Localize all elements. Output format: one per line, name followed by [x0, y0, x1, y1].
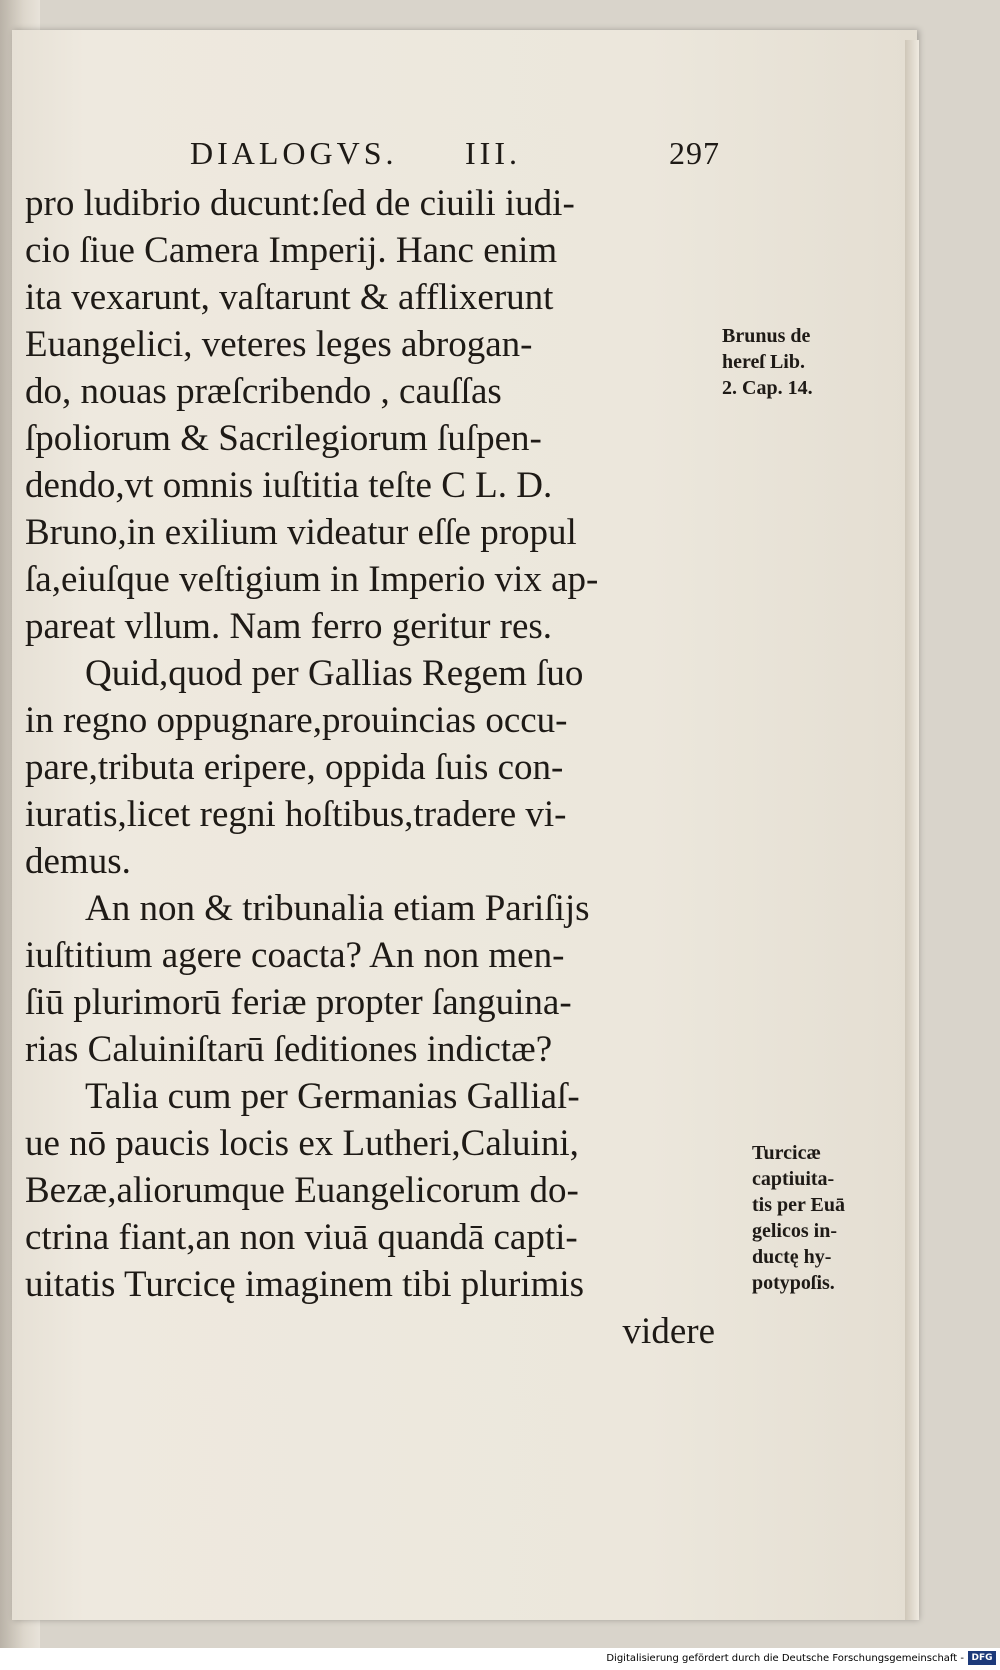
margin-note-line: potypoſis.: [752, 1272, 835, 1294]
text-line: ſiū plurimorū feriæ propter ſanguina-: [25, 982, 572, 1023]
text-line: Euangelici, veteres leges abrogan-: [25, 324, 533, 365]
text-line: Bruno,in exilium videatur eſſe propul: [25, 512, 577, 553]
text-line: Bezæ,aliorumque Euangelicorum do-: [25, 1170, 579, 1211]
chapter-number: III.: [465, 135, 521, 171]
text-line: demus.: [25, 841, 131, 882]
text-line: ue nō paucis locis ex Lutheri,Caluini,: [25, 1123, 579, 1164]
page-header: [190, 135, 720, 175]
margin-note-line: Turcicæ: [752, 1142, 821, 1164]
text-line: uitatis Turcicę imaginem tibi plurimis: [25, 1264, 585, 1305]
margin-note-line: gelicos in-: [752, 1220, 837, 1242]
text-line: iuſtitium agere coacta? An non men-: [25, 935, 565, 976]
page-fore-edge: [905, 40, 919, 1620]
text-line: ctrina fiant,an non viuā quandā capti-: [25, 1217, 578, 1258]
text-line: in regno oppugnare,prouincias occu-: [25, 700, 568, 741]
text-line: Quid,quod per Gallias Regem ſuo: [85, 653, 584, 694]
text-line: ſpoliorum & Sacrilegiorum ſuſpen-: [25, 418, 542, 459]
text-line: An non & tribunalia etiam Pariſijs: [85, 888, 590, 929]
body-text: [25, 180, 725, 1355]
margin-note-line: Brunus de: [722, 325, 811, 347]
text-line: ita vexarunt, vaſtarunt & afflixerunt: [25, 277, 554, 318]
text-line: do, nouas præſcribendo , cauſſas: [25, 371, 502, 412]
margin-note-turcicae: [752, 1140, 845, 1296]
catchword: videre: [622, 1311, 715, 1352]
text-line: rias Caluiniſtarū ſeditiones indictæ?: [25, 1029, 553, 1070]
text-line: iuratis,licet regni hoſtibus,tradere vi-: [25, 794, 567, 835]
text-line: Talia cum per Germanias Galliaſ-: [85, 1076, 580, 1117]
margin-note-brunus: [722, 323, 813, 401]
running-title: DIALOGVS.: [190, 135, 398, 171]
margin-note-line: hereſ Lib.: [722, 351, 805, 373]
text-line: pare,tributa eripere, oppida ſuis con-: [25, 747, 564, 788]
text-line: cio ſiue Camera Imperij. Hanc enim: [25, 230, 558, 271]
margin-note-line: tis per Euā: [752, 1194, 845, 1216]
margin-note-line: ductę hy-: [752, 1246, 832, 1268]
margin-note-line: 2. Cap. 14.: [722, 377, 813, 399]
page-number: 297: [669, 135, 720, 171]
margin-note-line: captiuita-: [752, 1168, 835, 1190]
funding-credit: Digitalisierung gefördert durch die Deutsche Forschungsgemeinschaft -: [606, 1653, 964, 1664]
text-line: dendo,vt omnis iuſtitia teſte C L. D.: [25, 465, 553, 506]
dfg-logo: DFG: [968, 1651, 996, 1665]
text-line: ſa,eiuſque veſtigium in Imperio vix ap-: [25, 559, 599, 600]
text-line: pro ludibrio ducunt:ſed de ciuili iudi-: [25, 183, 575, 224]
text-line: pareat vllum. Nam ferro geritur res.: [25, 606, 553, 647]
